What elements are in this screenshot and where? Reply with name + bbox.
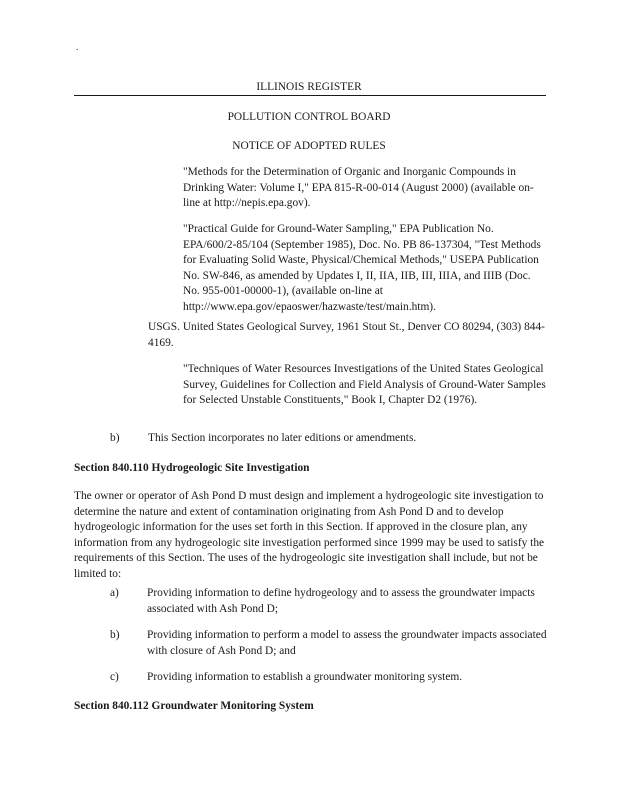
section-110-heading: Section 840.110 Hydrogeologic Site Investigation [74, 462, 310, 474]
reference-epa-drinking-water: "Methods for the Determination of Organic and Inorganic Compounds in Drinking Water: Volume I," EPA 815-R-00-014 (August 2000) (available on-line at http://nepis.epa.gov). [183, 166, 534, 209]
board-title: POLLUTION CONTROL BOARD [227, 111, 391, 123]
subsection-b-marker: b) [110, 432, 120, 444]
usgs-entry: USGS. United States Geological Survey, 1961 Stout St., Denver CO 80294, (303) 844-4169. [148, 321, 545, 349]
item-b-marker: b) [110, 629, 120, 641]
item-a-marker: a) [110, 587, 119, 599]
item-a-text: Providing information to define hydrogeology and to assess the groundwater impacts associated with Ash Pond D; [147, 587, 535, 615]
item-c-marker: c) [110, 671, 119, 683]
reference-usgs-techniques: "Techniques of Water Resources Investigations of the United States Geological Survey, Guidelines for Collection and Field Analysis of Ground-Water Samples for Selected Unstable Constituents," Book I, Chapter D2 (1976). [183, 363, 546, 406]
item-c-text: Providing information to establish a groundwater monitoring system. [147, 671, 463, 683]
item-b-text: Providing information to perform a model to assess the groundwater impacts associated with closure of Ash Pond D; and [147, 629, 547, 657]
reference-epa-groundwater-sampling: "Practical Guide for Ground-Water Sampling," EPA Publication No. EPA/600/2-85/104 (September 1985), Doc. No. PB 86-137304, "Test Methods for Evaluating Solid Waste, Physical/Chemical Methods," USEPA Publication No. SW-846, as amended by Updates I, II, IIA, IIB, III, IIIA, and IIIB (Doc. No. 955-001-00000-1), (available on-line at http://www.epa.gov/epaoswer/hazwaste/test/main.htm). [183, 223, 541, 313]
notice-title: NOTICE OF ADOPTED RULES [232, 140, 386, 152]
header-rule [74, 95, 546, 96]
subsection-b-text: This Section incorporates no later editions or amendments. [148, 432, 417, 444]
section-112-heading: Section 840.112 Groundwater Monitoring System [74, 700, 314, 712]
section-110-paragraph: The owner or operator of Ash Pond D must design and implement a hydrogeologic site investigation to determine the nature and extent of contamination originating from Ash Pond D and to develop hydrogeologic information for the uses set forth in this Section. If approved in the closure plan, any information from any hydrogeologic site investigation performed since 1999 may be used to satisfy the requirements of this Section. The uses of the hydrogeologic site investigation shall include, but not be limited to: [74, 490, 545, 580]
register-title: ILLINOIS REGISTER [256, 81, 362, 93]
stray-mark: . [76, 42, 79, 52]
